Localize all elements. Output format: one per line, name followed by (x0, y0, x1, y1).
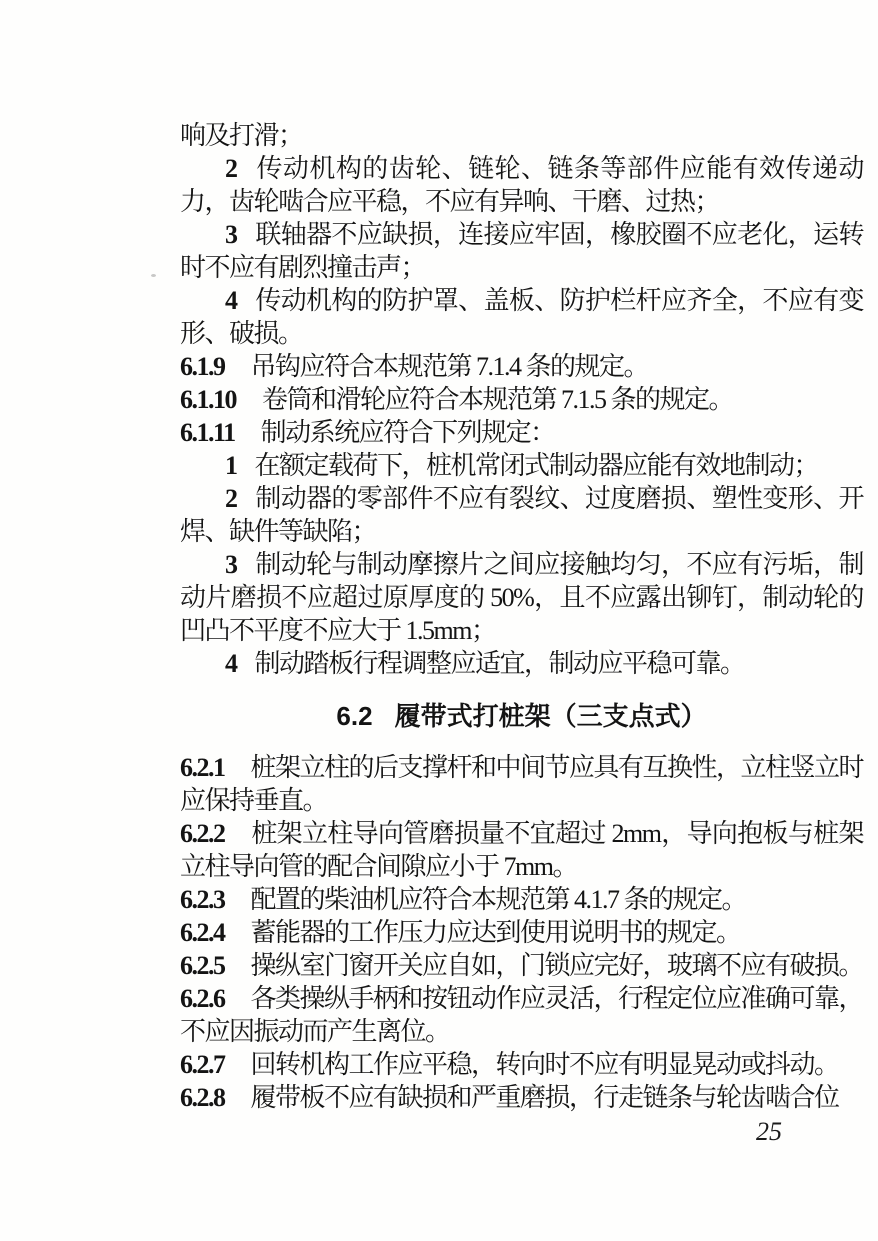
section-number: 6.2 (336, 701, 373, 731)
item-number: 1 (225, 451, 237, 480)
section-title: 履带式打桩架（三支点式） (394, 701, 707, 731)
item-number: 3 (225, 220, 237, 249)
clause-number: 6.2.6 (180, 984, 225, 1013)
clause-paragraph (180, 1048, 863, 1081)
clause-text: 制动系统应符合下列规定： (260, 418, 555, 447)
item-text: 联轴器不应缺损，连接应牢固，橡胶圈不应老化，运转时不应有剧烈撞击声； (180, 220, 863, 282)
clause-text: 回转机构工作应平稳，转向时不应有明显晃动或抖动。 (250, 1050, 839, 1079)
clause-number: 6.1.10 (180, 385, 236, 414)
clause-paragraph (180, 1081, 863, 1114)
clause-number: 6.2.4 (180, 918, 225, 947)
clause-text: 吊钩应符合本规范第 7.1.4 条的规定。 (250, 352, 649, 381)
clause-number: 6.2.1 (180, 753, 225, 782)
clause-number: 6.2.2 (180, 819, 225, 848)
clause-paragraph (180, 883, 863, 916)
list-item (180, 152, 863, 218)
item-number: 3 (225, 550, 237, 579)
item-number: 4 (225, 649, 237, 678)
item-number: 2 (225, 154, 237, 183)
clause-text: 蓄能器的工作压力应达到使用说明书的规定。 (250, 918, 741, 947)
item-text: 传动机构的齿轮、链轮、链条等部件应能有效传递动力，齿轮啮合应平稳，不应有异响、干磨、过热； (180, 154, 863, 216)
list-item (180, 284, 863, 350)
clause-text: 桩架立柱导向管磨损量不宜超过 2mm，导向抱板与桩架立柱导向管的配合间隙应小于 7mm。 (180, 819, 863, 881)
clause-paragraph (180, 416, 863, 449)
clause-text: 配置的柴油机应符合本规范第 4.1.7 条的规定。 (250, 885, 747, 914)
clause-text: 操纵室门窗开关应自如，门锁应完好，玻璃不应有破损。 (250, 951, 864, 980)
item-text: 制动踏板行程调整应适宜，制动应平稳可靠。 (254, 649, 745, 678)
list-item (180, 482, 863, 548)
clause-number: 6.1.11 (180, 418, 235, 447)
item-text: 制动器的零部件不应有裂纹、过度磨损、塑性变形、开焊、缺件等缺陷； (180, 484, 863, 546)
clause-paragraph (180, 949, 863, 982)
list-item (180, 218, 863, 284)
paragraph-continuation (180, 119, 863, 152)
clause-paragraph (180, 383, 863, 416)
list-item (180, 548, 863, 647)
clause-paragraph (180, 751, 863, 817)
page-number: 25 (756, 1117, 782, 1146)
clause-number: 6.1.9 (180, 352, 225, 381)
item-text: 在额定载荷下，桩机常闭式制动器应能有效地制动； (254, 451, 819, 480)
clause-number: 6.2.5 (180, 951, 225, 980)
item-number: 2 (225, 484, 237, 513)
clause-paragraph (180, 817, 863, 883)
section-heading (180, 700, 863, 733)
clause-text: 卷筒和滑轮应符合本规范第 7.1.5 条的规定。 (262, 385, 734, 414)
list-item (180, 449, 863, 482)
clause-paragraph (180, 982, 863, 1048)
clause-paragraph (180, 350, 863, 383)
item-text: 制动轮与制动摩擦片之间应接触均匀，不应有污垢，制动片磨损不应超过原厚度的 50%，且不应露出铆钉，制动轮的凹凸不平度不应大于 1.5mm； (180, 550, 863, 645)
scan-noise-speck (151, 274, 156, 277)
clause-number: 6.2.7 (180, 1050, 225, 1079)
clause-text: 桩架立柱的后支撑杆和中间节应具有互换性，立柱竖立时应保持垂直。 (180, 753, 864, 815)
document-body (180, 119, 863, 1114)
list-item (180, 647, 863, 680)
clause-text: 各类操纵手柄和按钮动作应灵活，行程定位应准确可靠，不应因振动而产生离位。 (180, 984, 864, 1046)
item-number: 4 (225, 286, 237, 315)
clause-paragraph (180, 916, 863, 949)
clause-text: 履带板不应有缺损和严重磨损，行走链条与轮齿啮合位 (250, 1083, 839, 1112)
clause-number: 6.2.3 (180, 885, 225, 914)
paragraph-text: 响及打滑； (180, 121, 303, 150)
clause-number: 6.2.8 (180, 1083, 225, 1112)
item-text: 传动机构的防护罩、盖板、防护栏杆应齐全，不应有变形、破损。 (180, 286, 863, 348)
